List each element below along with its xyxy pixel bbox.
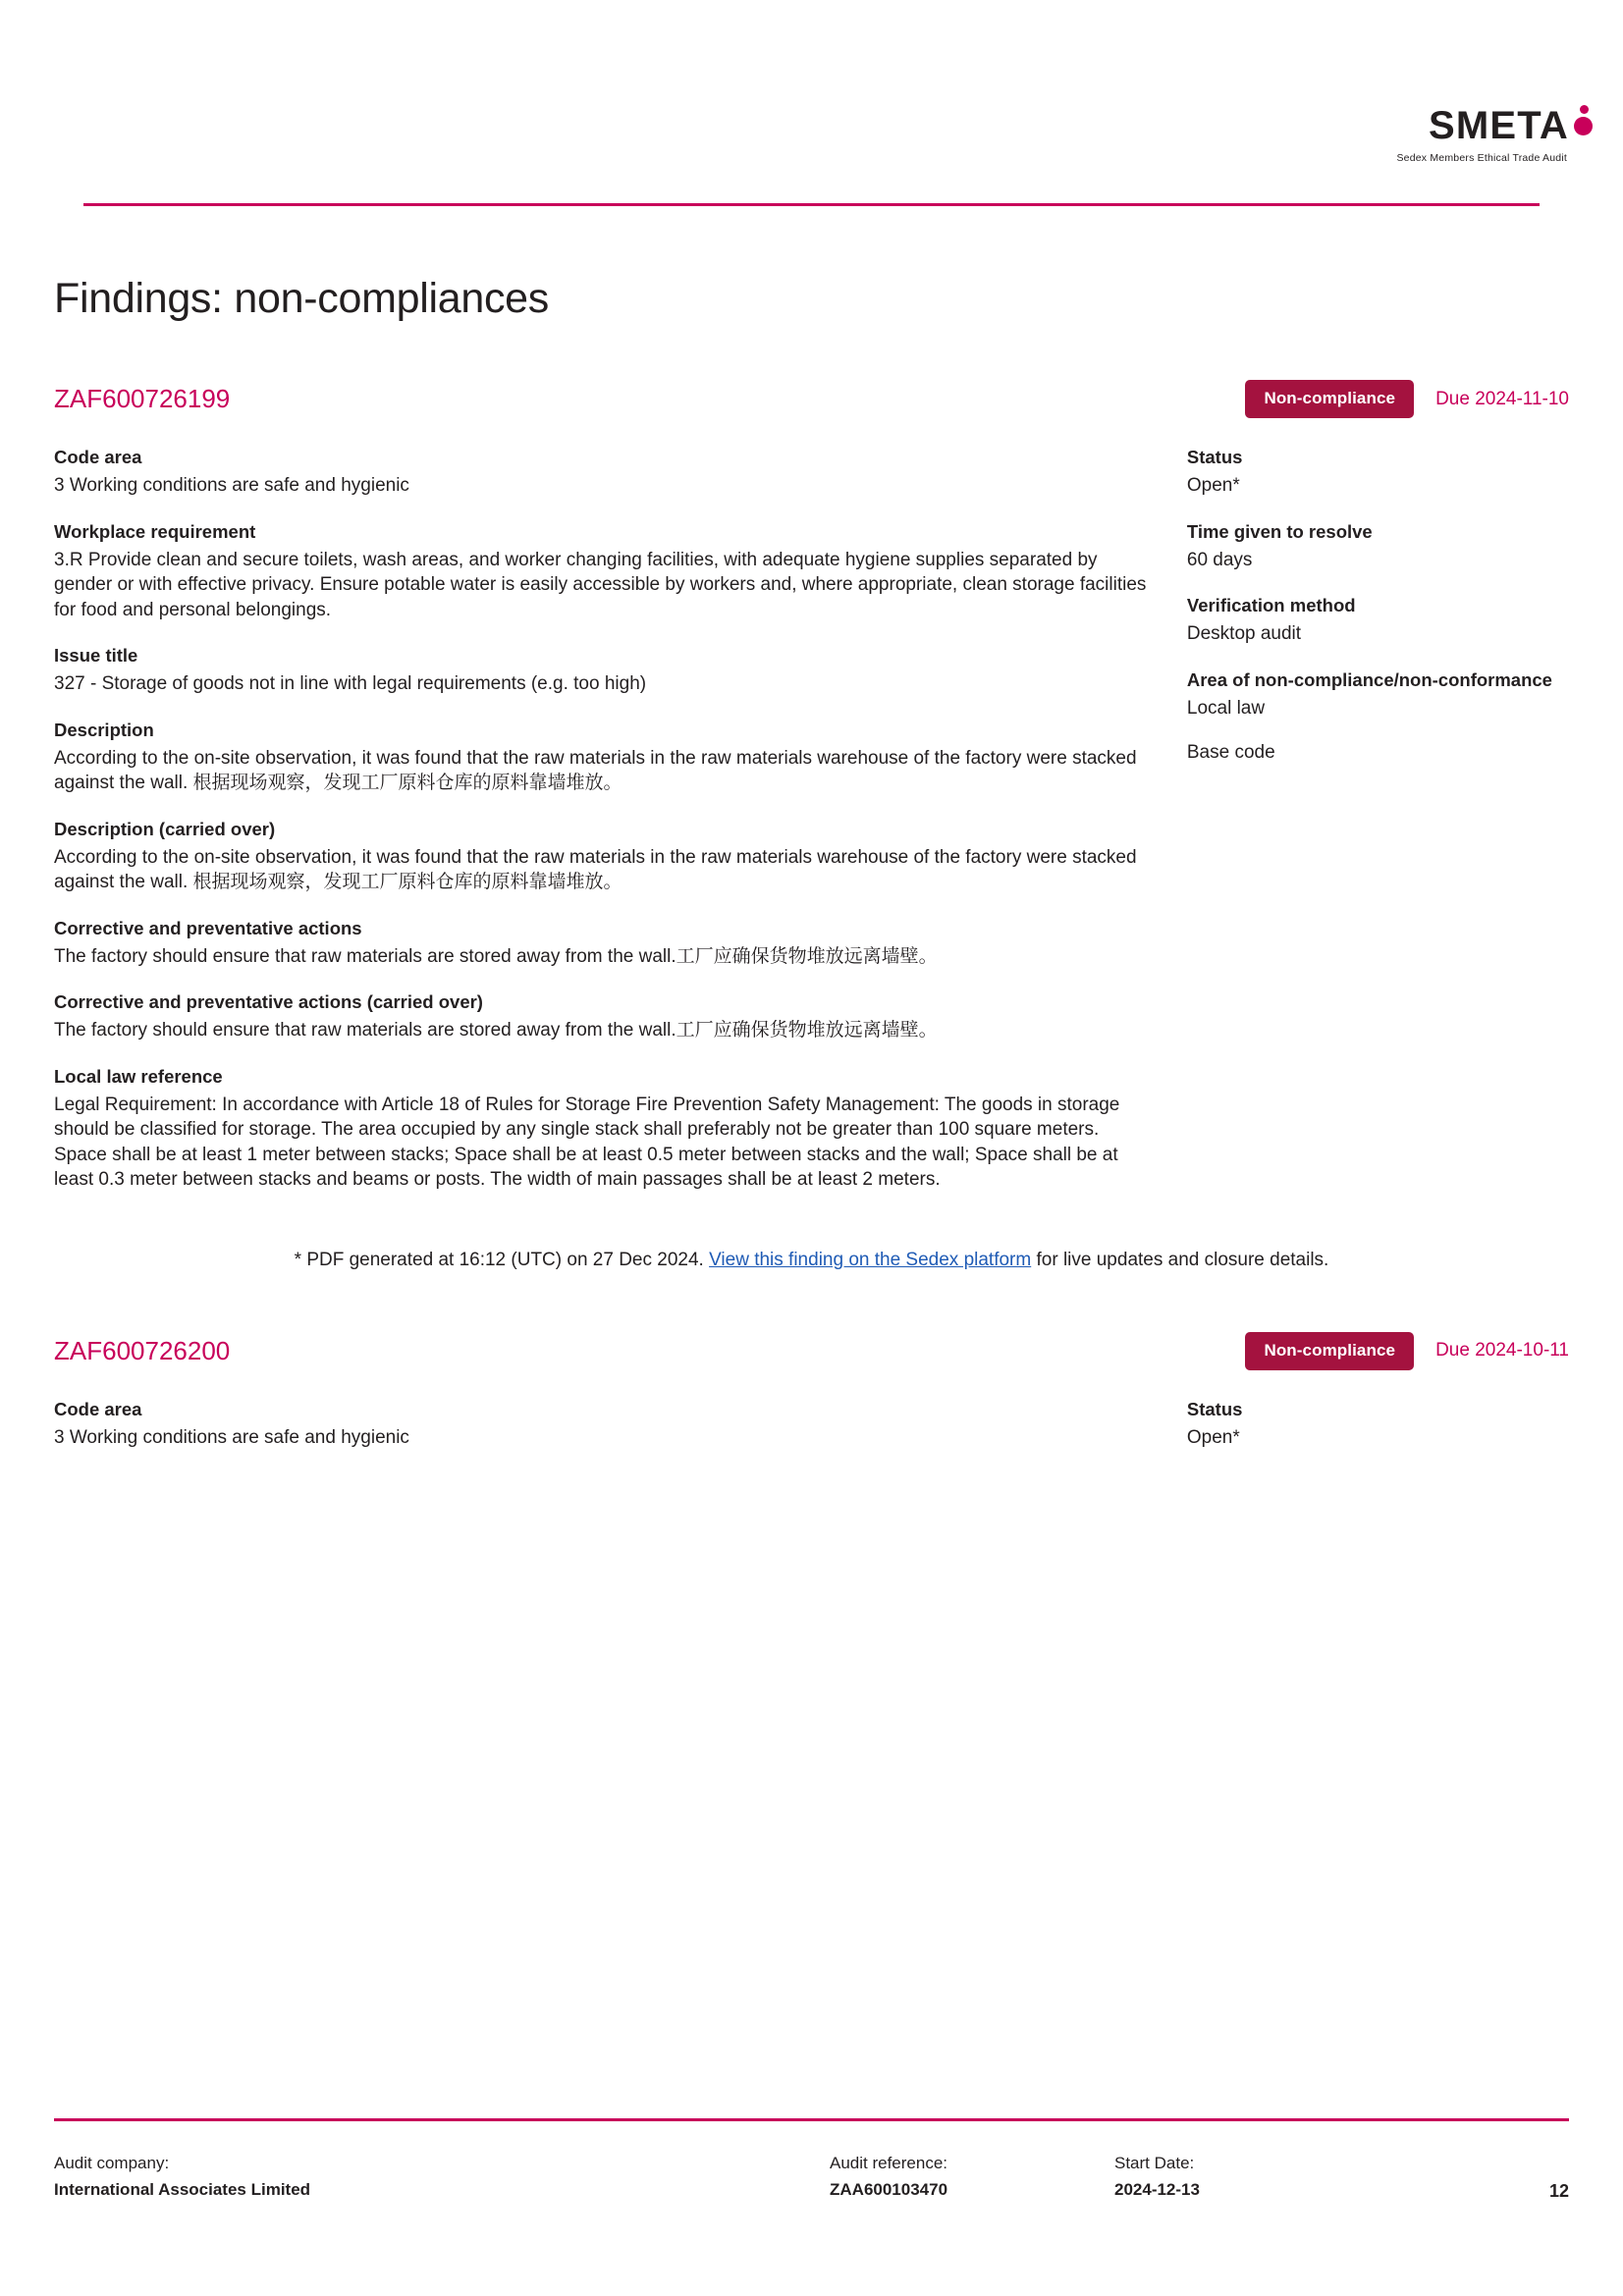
- logo-dot-small-icon: [1580, 105, 1589, 114]
- finding-main-column: [54, 1398, 1187, 1472]
- field-label: Area of non-compliance/non-conformance: [1186, 668, 1552, 690]
- footer-start-date-value: 2024-12-13: [1114, 2179, 1200, 2199]
- due-date: Due 2024-10-11: [1435, 1340, 1569, 1362]
- page-header: [54, 0, 1569, 196]
- field-value: 60 days: [1186, 549, 1253, 570]
- field-value: The factory should ensure that raw materials are stored away from the wall.工厂应确保货物堆放远离墙壁。: [54, 1020, 938, 1041]
- finding-main-column: [54, 446, 1187, 1214]
- finding-header-right: [1245, 1332, 1569, 1370]
- field-value: Desktop audit: [1186, 623, 1302, 645]
- due-date: Due 2024-11-10: [1435, 388, 1569, 409]
- footer-audit-reference-label: Audit reference:: [830, 2154, 948, 2173]
- field-workplace-requirement: [54, 520, 1148, 622]
- footer-audit-company: [54, 2151, 830, 2203]
- finding-reference[interactable]: ZAF600726199: [54, 384, 231, 413]
- finding-header: [54, 380, 1569, 418]
- status-badge: Non-compliance: [1245, 1332, 1414, 1370]
- footer-audit-company-label: Audit company:: [54, 2154, 170, 2173]
- field-value: Legal Requirement: In accordance with Article 18 of Rules for Storage Fire Prevention Safety Management: The goods in storage should be classified for storage. The area occupied by any single stack shall preferably not be greater than 100 square meters. Space shall be at least 1 meter between stacks; Space shall be at least 0.5 meter between stacks and the wall; Space shall be at least 0.3 meter between stacks and beams or posts. The width of main passages shall be at least 2 meters.: [54, 1094, 1120, 1191]
- field-value: Open*: [1186, 1426, 1240, 1448]
- field-code-area: [54, 446, 1148, 499]
- field-description: [54, 719, 1148, 796]
- finding-side-column: [1187, 1398, 1569, 1472]
- field-label: Issue title: [54, 645, 138, 667]
- field-label: Local law reference: [54, 1065, 223, 1087]
- field-verification-method: [1187, 594, 1569, 647]
- note-text-after: for live updates and closure details.: [1031, 1249, 1329, 1270]
- field-label: Time given to resolve: [1186, 520, 1373, 542]
- field-corrective-actions: [54, 917, 1148, 970]
- field-value-secondary: Base code: [1186, 742, 1275, 764]
- field-local-law-reference: [54, 1065, 1148, 1193]
- footer-divider: [54, 2118, 1569, 2121]
- field-value: According to the on-site observation, it was found that the raw materials in the raw materials warehouse of the factory were stacked against the wall. 根据现场观察，发现工厂原料仓库的原料靠墙堆放。: [54, 846, 1137, 893]
- finding-reference[interactable]: ZAF600726200: [54, 1335, 231, 1365]
- finding-header: [54, 1332, 1569, 1370]
- finding-columns: [54, 1398, 1569, 1472]
- field-value: The factory should ensure that raw materials are stored away from the wall.工厂应确保货物堆放远离墙壁。: [54, 945, 938, 967]
- field-value: 327 - Storage of goods not in line with legal requirements (e.g. too high): [54, 673, 647, 695]
- header-divider: [83, 203, 1540, 206]
- field-value: According to the on-site observation, it was found that the raw materials in the raw materials warehouse of the factory were stacked against the wall. 根据现场观察，发现工厂原料仓库的原料靠墙堆放。: [54, 747, 1137, 794]
- pdf-generation-note: [54, 1250, 1569, 1271]
- sedex-platform-link[interactable]: View this finding on the Sedex platform: [709, 1249, 1032, 1270]
- footer-start-date-label: Start Date:: [1114, 2154, 1195, 2173]
- field-code-area: [54, 1398, 1148, 1451]
- finding-side-column: [1187, 446, 1569, 1214]
- smeta-logo-tagline: Sedex Members Ethical Trade Audit: [1396, 152, 1567, 164]
- finding-header-right: [1245, 380, 1569, 418]
- footer-audit-company-value: International Associates Limited: [54, 2179, 311, 2199]
- field-label: Description: [54, 719, 154, 740]
- field-label: Status: [1186, 447, 1243, 467]
- field-label: Code area: [54, 447, 142, 467]
- footer-audit-reference-value: ZAA600103470: [830, 2179, 948, 2199]
- field-value: 3 Working conditions are safe and hygienic: [54, 475, 409, 497]
- page-footer: [54, 2151, 1569, 2203]
- field-time-given-to-resolve: [1187, 520, 1569, 573]
- field-description-carried-over: [54, 818, 1148, 895]
- field-label: Workplace requirement: [54, 520, 256, 542]
- finding-block: [54, 1332, 1569, 1472]
- field-label: Corrective and preventative actions (carried over): [54, 991, 483, 1013]
- logo-dot-large-icon: [1574, 117, 1593, 135]
- field-label: Code area: [54, 1398, 142, 1419]
- page-title: Findings: non-compliances: [54, 275, 549, 322]
- smeta-logo: [1396, 106, 1569, 164]
- field-value: Open*: [1186, 475, 1240, 497]
- footer-start-date: [1114, 2151, 1438, 2203]
- field-label: Description (carried over): [54, 818, 276, 839]
- field-value: Local law: [1186, 697, 1266, 719]
- finding-block: [54, 380, 1569, 1271]
- field-status: [1187, 1398, 1569, 1451]
- field-issue-title: [54, 644, 1148, 697]
- smeta-logo-wordmark: SMETA: [1428, 104, 1569, 147]
- field-value: 3.R Provide clean and secure toilets, wash areas, and worker changing facilities, with adequate hygiene supplies separated by gender or with effective privacy. Ensure potable water is easily accessible by workers and, where appropriate, clean storage facilities for food and personal belongings.: [54, 549, 1147, 620]
- field-corrective-actions-carried-over: [54, 990, 1148, 1043]
- field-label: Verification method: [1186, 595, 1356, 616]
- note-text-before: * PDF generated at 16:12 (UTC) on 27 Dec 2024.: [294, 1249, 710, 1270]
- field-area-of-non-compliance: [1187, 668, 1569, 766]
- findings-list: [54, 380, 1569, 1471]
- field-label: Status: [1186, 1398, 1243, 1419]
- page-number: 12: [1548, 2181, 1569, 2201]
- field-label: Corrective and preventative actions: [54, 917, 362, 938]
- status-badge: Non-compliance: [1245, 380, 1414, 418]
- field-status: [1187, 446, 1569, 499]
- finding-columns: [54, 446, 1569, 1214]
- field-value: 3 Working conditions are safe and hygienic: [54, 1426, 409, 1448]
- footer-audit-reference: [830, 2151, 1114, 2203]
